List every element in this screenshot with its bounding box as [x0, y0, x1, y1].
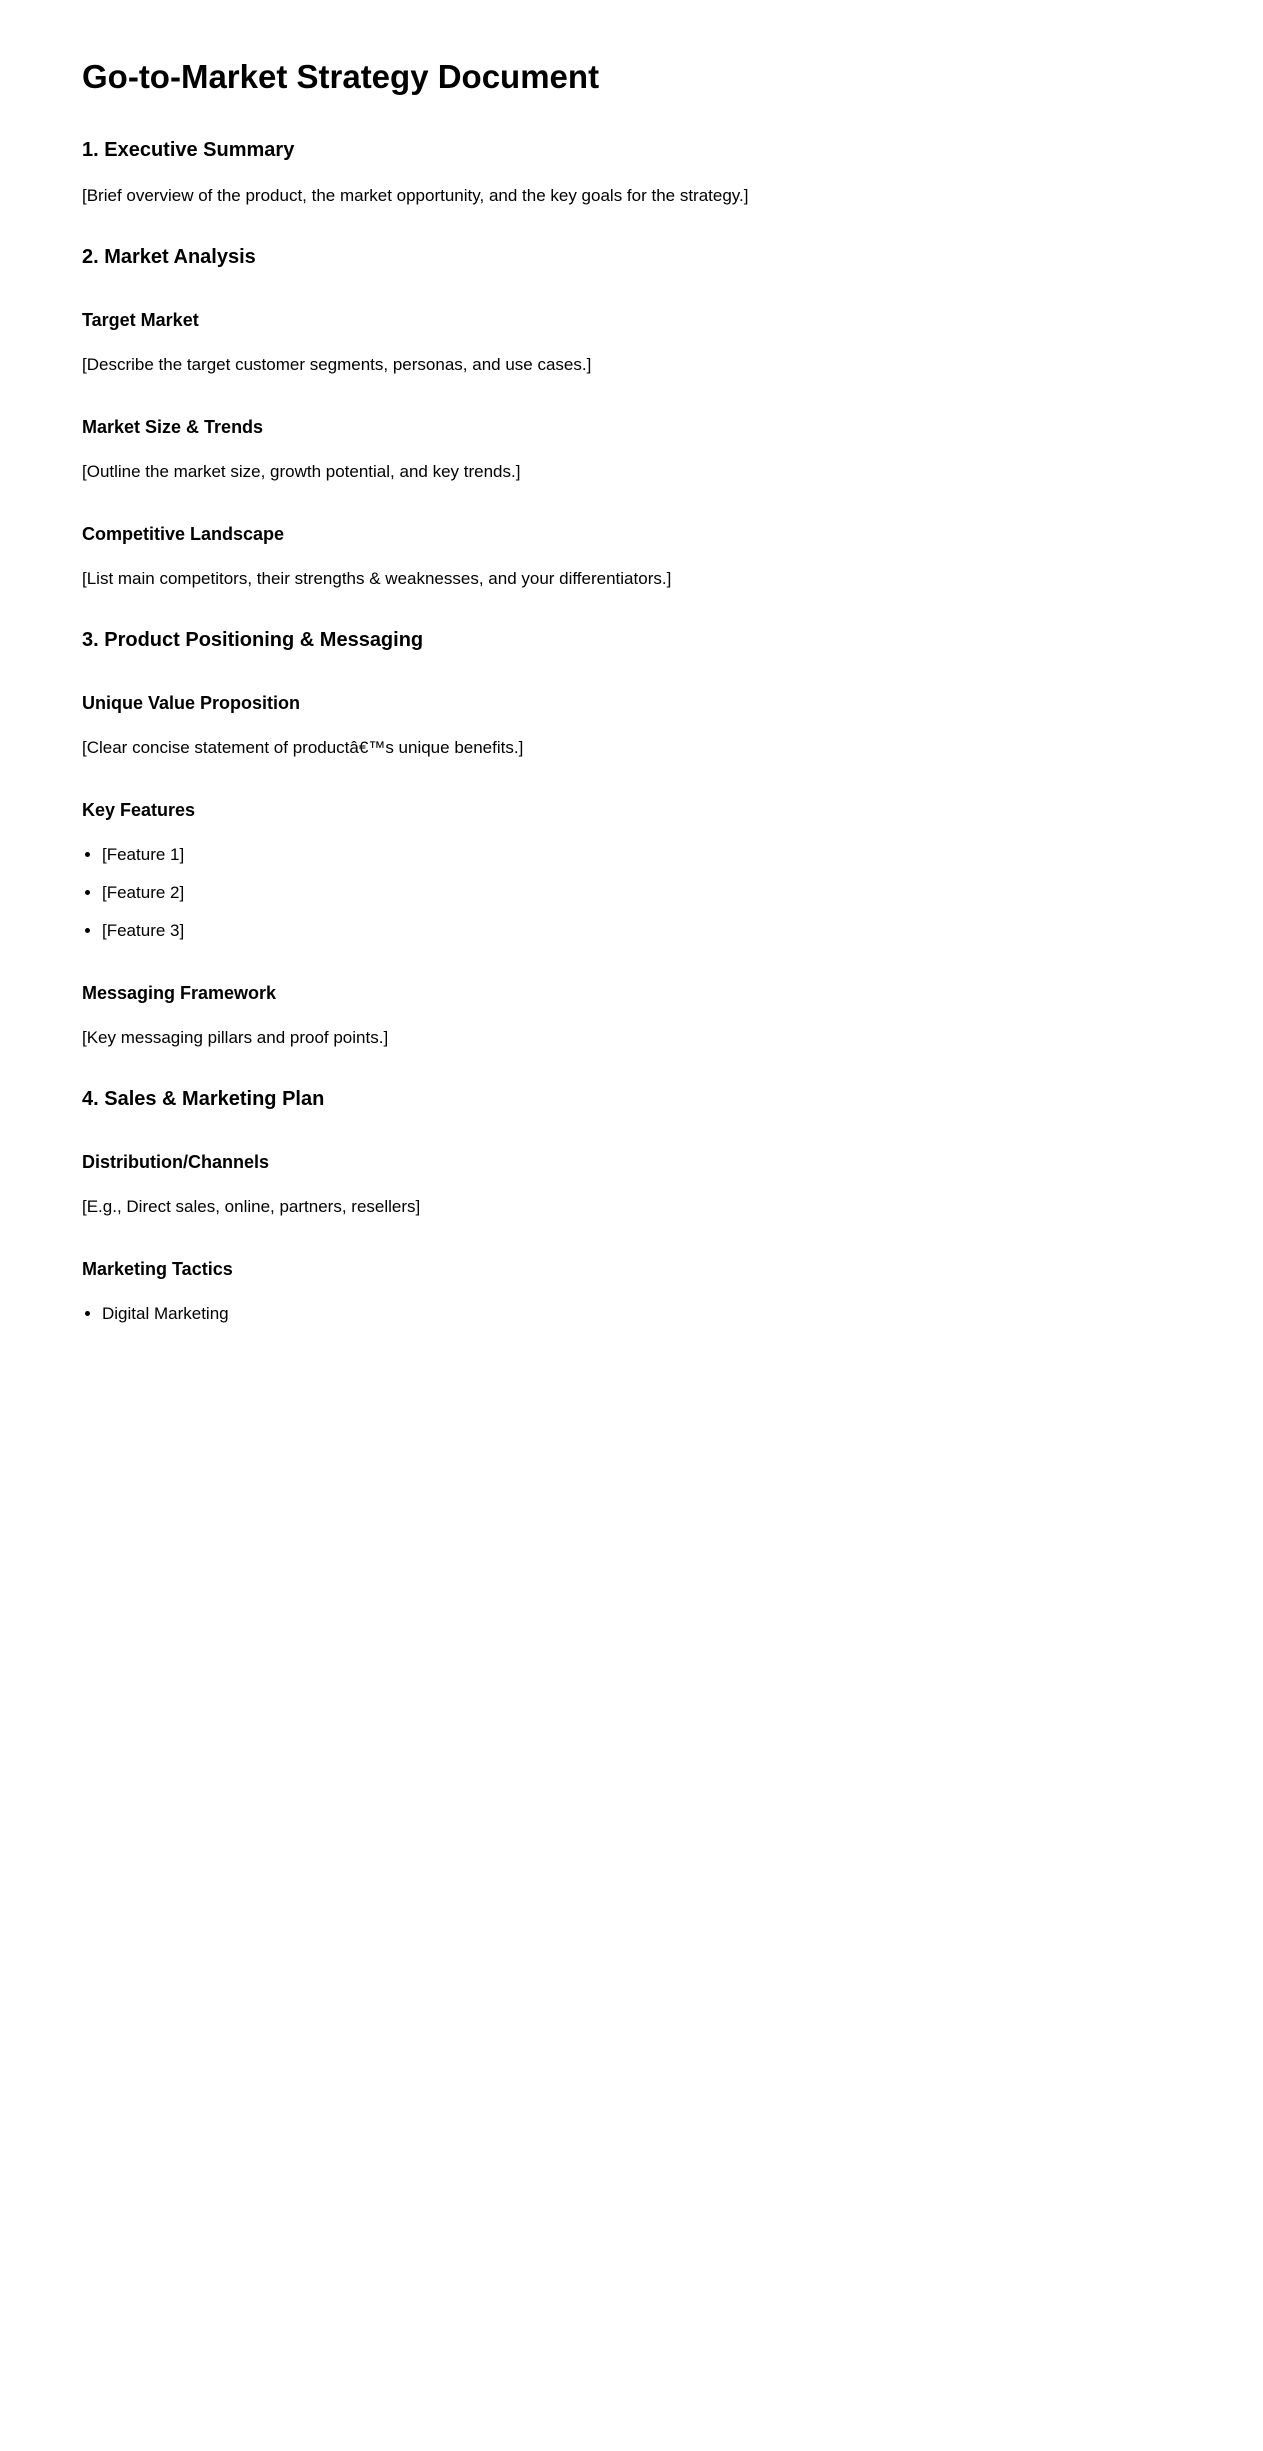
uvp-text: [Clear concise statement of productâ€™s unique benefits.] — [82, 738, 524, 757]
target-market-text: [Describe the target customer segments, personas, and use cases.] — [82, 355, 592, 374]
distribution-channels-text: [E.g., Direct sales, online, partners, resellers] — [82, 1197, 421, 1216]
executive-summary-text: [Brief overview of the product, the market opportunity, and the key goals for the strategy.] — [82, 186, 749, 205]
section-heading-sales-marketing: 4. Sales & Marketing Plan — [82, 1088, 325, 1110]
market-size-text: [Outline the market size, growth potential, and key trends.] — [82, 462, 521, 481]
list-item: • [Feature 1] — [102, 844, 1181, 866]
key-features-list — [82, 844, 1181, 942]
subheading-target-market: Target Market — [82, 310, 199, 330]
subheading-messaging-framework: Messaging Framework — [82, 983, 277, 1003]
subheading-uvp: Unique Value Proposition — [82, 693, 301, 713]
section-heading-positioning: 3. Product Positioning & Messaging — [82, 629, 424, 651]
subheading-marketing-tactics: Marketing Tactics — [82, 1259, 233, 1279]
list-item: • [Feature 2] — [102, 882, 1181, 904]
subheading-key-features: Key Features — [82, 800, 196, 820]
list-item: • Digital Marketing — [102, 1303, 1181, 1325]
list-item: • [Feature 3] — [102, 920, 1181, 942]
messaging-framework-text: [Key messaging pillars and proof points.] — [82, 1028, 389, 1047]
marketing-tactics-list — [82, 1303, 1181, 1325]
subheading-market-size: Market Size & Trends — [82, 417, 264, 437]
page-title: Go-to-Market Strategy Document — [82, 58, 600, 95]
section-heading-executive-summary: 1. Executive Summary — [82, 139, 295, 161]
subheading-distribution-channels: Distribution/Channels — [82, 1152, 270, 1172]
section-heading-market-analysis: 2. Market Analysis — [82, 246, 256, 268]
subheading-competitive-landscape: Competitive Landscape — [82, 524, 285, 544]
competitive-landscape-text: [List main competitors, their strengths & weaknesses, and your differentiators.] — [82, 569, 672, 588]
